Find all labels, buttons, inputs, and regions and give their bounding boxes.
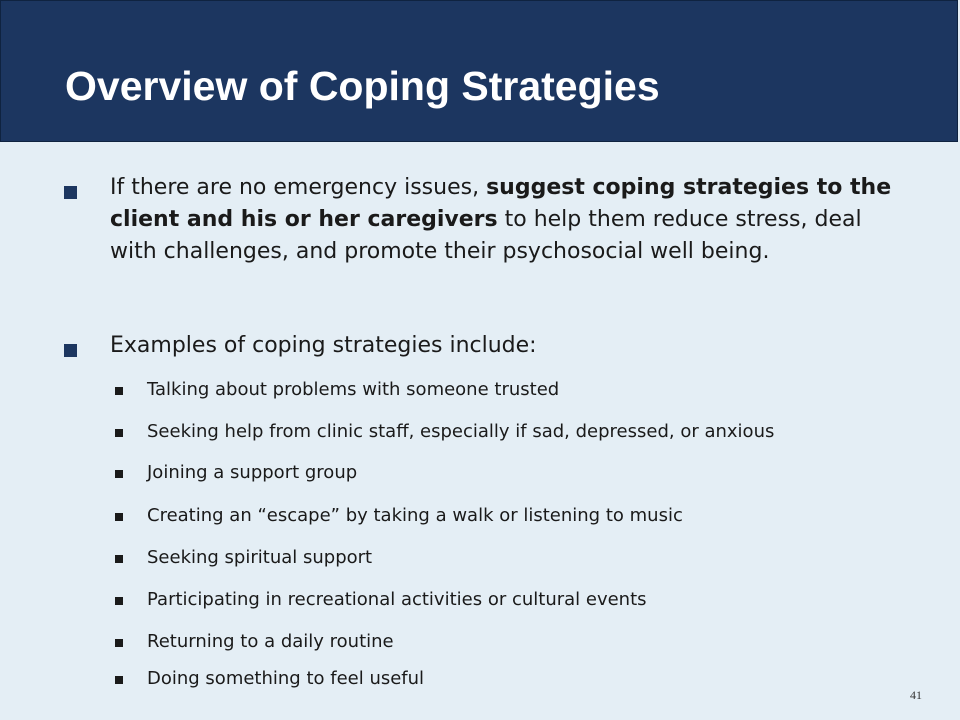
bullet-square-icon (64, 186, 77, 199)
bullet1-text-before: If there are no emergency issues, (110, 175, 487, 200)
bullet1-text-after: to help them reduce stress, deal with challenges, and promote their psychosocial well being. (110, 207, 862, 264)
sub-bullet-square-icon (115, 387, 123, 395)
sub-bullet-square-icon (115, 597, 123, 605)
sub-bullet-square-icon (115, 639, 123, 647)
example-item: Doing something to feel useful (147, 668, 425, 689)
bullet-text-examples: Examples of coping strategies include: (110, 333, 537, 358)
example-item: Creating an “escape” by taking a walk or listening to music (147, 505, 683, 526)
example-item: Talking about problems with someone trusted (147, 379, 560, 400)
example-item: Participating in recreational activities or cultural events (147, 589, 647, 610)
slide-title: Overview of Coping Strategies (65, 63, 660, 109)
example-item: Joining a support group (147, 462, 358, 483)
bullet-text-emergency (110, 172, 900, 268)
example-item: Seeking help from clinic staff, especially if sad, depressed, or anxious (147, 421, 775, 442)
sub-bullet-square-icon (115, 470, 123, 478)
sub-bullet-square-icon (115, 555, 123, 563)
sub-bullet-square-icon (115, 429, 123, 437)
sub-bullet-square-icon (115, 676, 123, 684)
sub-bullet-square-icon (115, 513, 123, 521)
bullet-square-icon (64, 344, 77, 357)
example-item: Seeking spiritual support (147, 547, 373, 568)
bullet1-text-bold: suggest coping strategies to the client and his or her caregivers (110, 175, 892, 232)
example-item: Returning to a daily routine (147, 631, 394, 652)
page-number: 41 (910, 688, 922, 702)
